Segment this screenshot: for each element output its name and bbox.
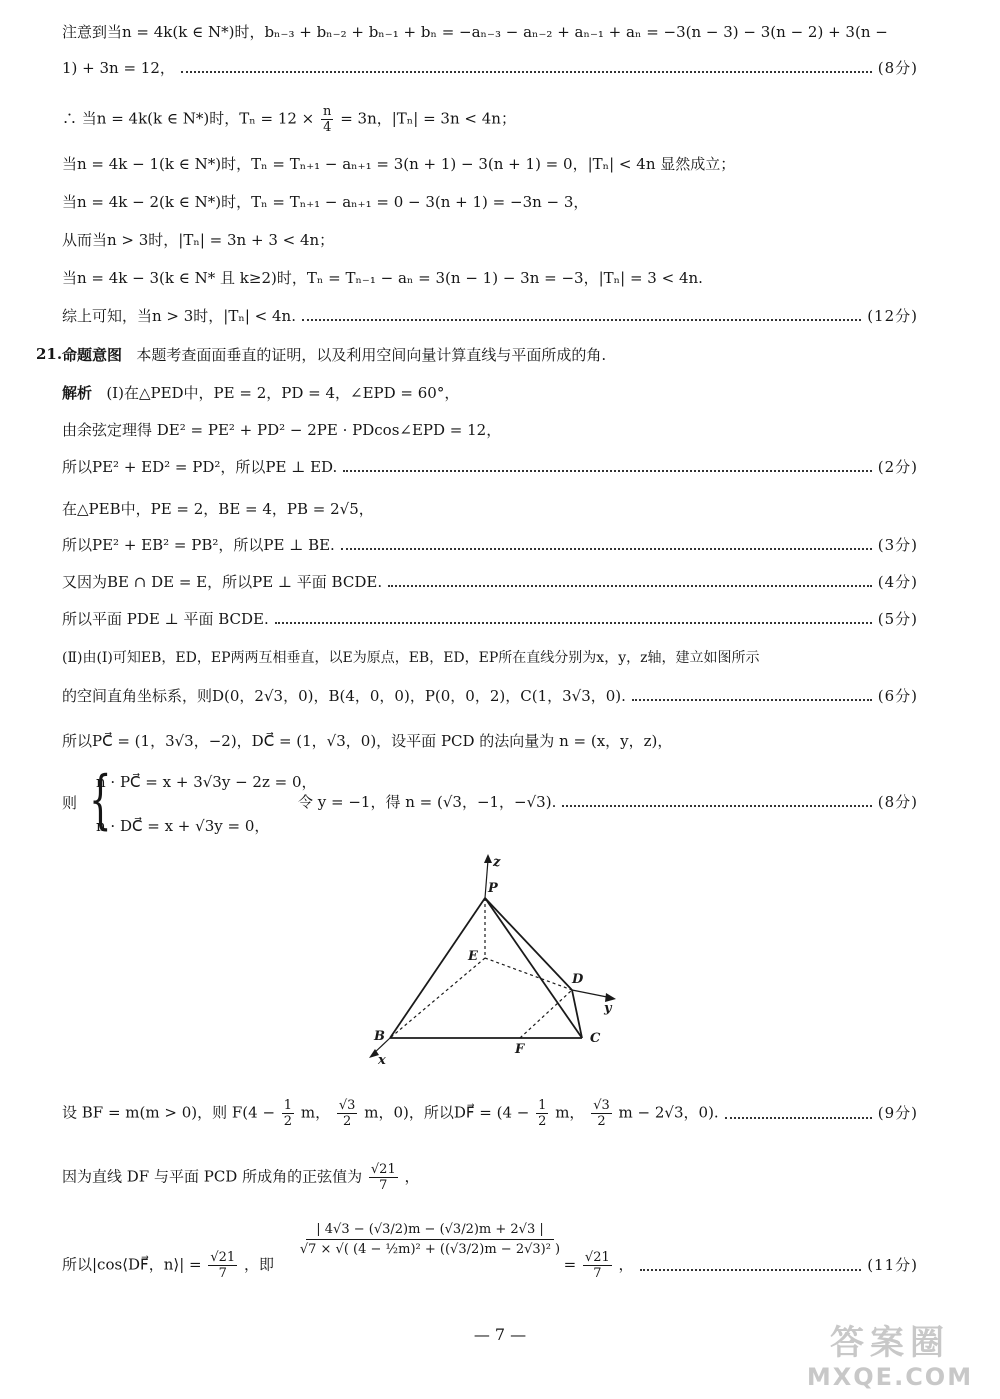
fraction-numerator: √21 [584,1250,610,1265]
edge-eb-hidden [390,958,485,1038]
dot-leader [388,585,872,587]
big-fraction [285,1222,575,1257]
label-z: z [493,855,501,870]
text-fragment: = [563,1255,577,1274]
text-line-content: 令 y = −1，得 n = (√3，−1，−√3). [298,793,557,811]
fraction-denominator: 2 [283,1114,293,1129]
big-fraction-denominator: √7 × √( (4 − ½m)² + ((√3/2)m − 2√3)² ) [299,1242,561,1257]
fraction-numerator: 1 [283,1098,293,1113]
text-line [62,648,918,668]
text-line [62,268,918,288]
z-arrow-icon [484,854,492,863]
watermark-url: MXQE.COM [806,1363,974,1391]
label-f: F [515,1042,525,1057]
text-fragment: ， [618,1255,634,1274]
text-line [62,192,918,212]
score-label: (8分) [877,793,918,811]
edge-pb [390,898,485,1038]
text-line [62,420,918,440]
text-line [62,22,918,42]
fraction-numerator: √21 [210,1250,236,1265]
score-label: (3分) [877,536,918,554]
label-p: P [488,881,498,896]
fraction [583,1250,612,1281]
text-line-content: 综上可知，当n > 3时，|Tₙ| < 4n. [62,307,296,325]
text-line-content: 当n = 4k − 2(k ∈ N*)时，Tₙ = Tₙ₊₁ − aₙ₊₁ = 0 − 3(n + 1) = −3n − 3， [62,193,589,211]
system-label: 则 [62,794,78,812]
text-line-content [62,383,459,403]
text-line-content: 注意到当n = 4k(k ∈ N*)时，bₙ₋₃ + bₙ₋₂ + bₙ₋₁ + bₙ = −aₙ₋₃ − aₙ₋₂ + aₙ₋₁ + aₙ = −3(n − 3) − 3(n − 2) + 3(n − [62,23,888,41]
score-label: (2分) [877,458,918,476]
score-label: (5分) [877,610,918,628]
dot-leader [341,548,872,550]
text-line-content: 所以PE² + EB² = PB²，所以PE ⊥ BE. [62,536,335,554]
pyramid-diagram [350,850,650,1070]
watermark-logo [800,1323,980,1391]
fraction-numerator: √3 [593,1098,610,1113]
text-line [62,154,918,174]
text-line-with-score [62,572,918,592]
label-e: E [468,949,478,964]
fraction [536,1098,548,1129]
fraction-denominator: 7 [593,1266,602,1281]
text-line-content: 在△PEB中，PE = 2，BE = 4，PB = 2√5， [62,500,374,518]
label-d: D [572,972,584,987]
fraction-numerator: 1 [538,1098,547,1113]
big-fraction-numerator: | 4√3 − (√3/2)m − (√3/2)m + 2√3 | [306,1222,554,1240]
watermark-title: 答案圈 [830,1323,950,1363]
dot-leader [632,699,872,701]
text-line-content: 所以PC⃗ = (1，3√3，−2)，DC⃗ = (1，√3，0)，设平面 PCD 的法向量为 n = (x，y，z)， [62,732,673,750]
text-line-with-score [62,1098,918,1129]
score-label: (12分) [867,307,918,325]
dot-leader [343,470,871,472]
text-line-content: 所以平面 PDE ⊥ 平面 BCDE. [62,610,269,628]
text-fragment: (Ⅰ)在△PED中，PE = 2，PD = 4，∠EPD = 60°， [106,384,460,402]
text-line [62,104,918,135]
text-line-with-score [62,686,918,706]
system-brace: { [89,763,112,837]
equation-1: n · PC⃗ = x + 3√3y − 2z = 0， [96,773,317,791]
fraction-denominator: 2 [538,1114,547,1129]
question-intent [62,345,918,365]
text-fragment: m − 2√3，0). [618,1103,719,1122]
text-line-content: 当n = 4k − 1(k ∈ N*)时，Tₙ = Tₙ₊₁ − aₙ₊₁ = 3(n + 1) − 3(n + 1) = 0，|Tₙ| < 4n 显然成立； [62,155,736,173]
text-fragment: 设 BF = m(m > 0)，则 F(4 − [62,1103,276,1122]
text-fragment: m， [300,1103,331,1122]
text-fragment: 因为直线 DF 与平面 PCD 所成角的正弦值为 [62,1167,363,1186]
text-line-with-score [62,58,918,78]
score-label: (4分) [877,573,918,591]
text-line [62,230,918,250]
solution-tag: 解析 [62,384,93,402]
score-label: (6分) [877,687,918,705]
text-line [62,731,918,751]
dot-leader [640,1269,862,1271]
score-label: (9分) [877,1103,918,1122]
text-line-content [62,104,516,135]
text-line-with-score [298,792,918,812]
text-fragment: ， [404,1167,420,1186]
intent-text: 本题考查面面垂直的证明，以及利用空间向量计算直线与平面所成的角. [136,346,607,364]
dot-leader [275,622,872,624]
text-fragment: 所以|cos⟨DF⃗，n⟩| = [62,1255,202,1274]
edge-ed-hidden [485,958,572,990]
text-line-content [62,345,606,365]
label-y: y [604,1001,612,1016]
edge-fd-hidden [520,990,572,1038]
text-line [62,499,918,519]
equation-2: n · DC⃗ = x + √3y = 0， [96,817,270,835]
fraction [337,1098,358,1129]
text-fragment: ，即 [243,1255,274,1274]
label-c: C [590,1031,601,1046]
text-line-with-score [62,535,918,555]
fraction-numerator: √21 [370,1162,396,1177]
fraction-denominator: 7 [379,1178,388,1193]
edge-pc [485,898,582,1038]
text-line-with-score [62,457,918,477]
text-fragment: ∴ 当n = 4k(k ∈ N*)时，Tₙ = 12 × [62,109,315,128]
text-fragment: m， [555,1103,585,1122]
intent-tag: 命题意图 [62,346,123,364]
score-label: (8分) [877,59,918,77]
text-line [62,1162,918,1193]
edge-pd [485,898,572,990]
text-line-content: 由余弦定理得 DE² = PE² + PD² − 2PE · PDcos∠EPD = 12， [62,421,502,439]
text-line-content: (Ⅱ)由(Ⅰ)可知EB，ED，EP两两互相垂直，以E为原点，EB，ED，EP所在直线分别为x，y，z轴，建立如图所示 [62,650,760,666]
fraction [369,1162,398,1193]
text-fragment: = 3n，|Tₙ| = 3n < 4n； [340,109,516,128]
question-number: 21. [36,345,63,363]
fraction [282,1098,294,1129]
text-line-content: 的空间直角坐标系，则D(0，2√3，0)，B(4，0，0)，P(0，0，2)，C(1，3√3，0). [62,687,626,705]
text-line-with-score [62,609,918,629]
text-line-content: 当n = 4k − 3(k ∈ N* 且 k≥2)时，Tₙ = Tₙ₋₁ − aₙ = 3(n − 1) − 3n = −3，|Tₙ| = 3 < 4n. [62,269,703,287]
fraction [321,104,333,135]
fraction [591,1098,612,1129]
page-number: — 7 — [473,1325,527,1344]
text-line-content: 又因为BE ∩ DE = E，所以PE ⊥ 平面 BCDE. [62,573,383,591]
fraction-numerator: √3 [338,1098,356,1113]
dot-leader [562,805,871,807]
text-line-content: 1) + 3n = 12， [62,59,175,77]
fraction-numerator: n [323,104,332,119]
text-line-content: 从而当n > 3时，|Tₙ| = 3n + 3 < 4n； [62,231,335,249]
fraction-denominator: 2 [597,1114,606,1129]
text-line-content [62,1162,420,1193]
fraction-denominator: 7 [218,1266,227,1281]
fraction-denominator: 2 [343,1114,352,1129]
text-fragment: m，0)，所以DF⃗ = (4 − [364,1103,530,1122]
dot-leader [302,319,861,321]
score-label: (11分) [867,1255,918,1274]
text-line-with-score [62,306,918,326]
text-line-content [62,1098,719,1129]
fraction-denominator: 4 [323,120,332,135]
dot-leader [725,1117,872,1119]
text-line-content: 所以PE² + ED² = PD²，所以PE ⊥ ED. [62,458,338,476]
text-line [62,383,918,403]
dot-leader [181,71,872,73]
label-x: x [378,1053,386,1068]
fraction [208,1250,237,1281]
label-b: B [374,1029,385,1044]
